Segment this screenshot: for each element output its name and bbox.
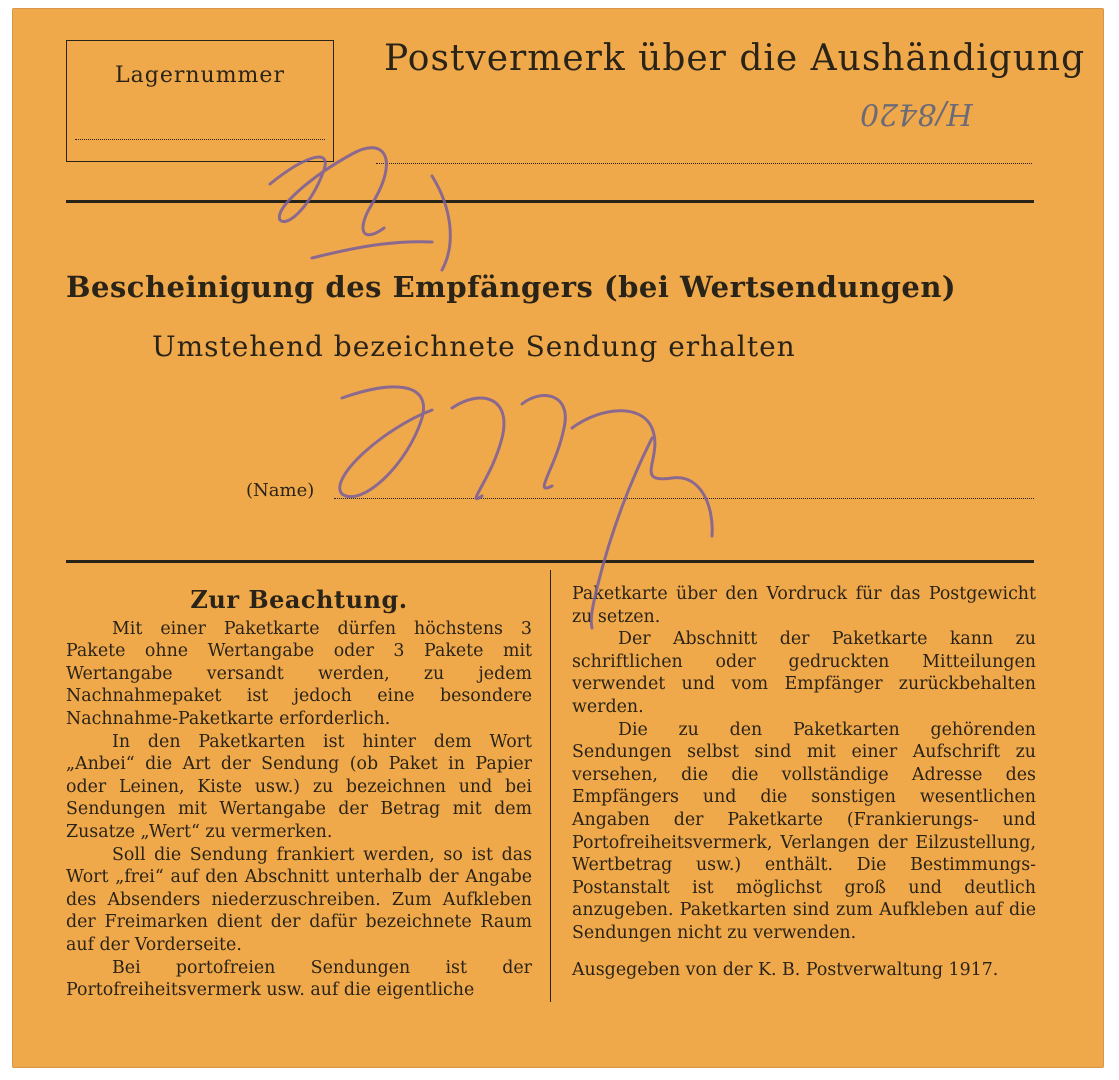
note-paragraph: In den Paketkarten ist hinter dem Wort „Anbei“ die Art der Sendung (ob Paket in Papier oder Leinen, Kiste usw.) zu bezeichnen und bei Sendungen mit Wertangabe der Betrag mit dem Zusatze „Wert“ zu vermerken.	[66, 731, 532, 842]
parcel-card-reverse	[12, 8, 1104, 1068]
issuer-footer: Ausgegeben von der K. B. Postverwaltung 1917.	[572, 959, 999, 980]
handwritten-signature	[12, 8, 1104, 1068]
note-paragraph: Bei portofreien Sendungen ist der Portofreiheitsvermerk usw. auf die eigentliche	[66, 957, 532, 1001]
lagernummer-label: Lagernummer	[115, 63, 285, 88]
certification-heading: Bescheinigung des Empfängers (bei Wertsendungen)	[66, 270, 957, 304]
note-paragraph: Paketkarte über den Vordruck für das Postgewicht zu setzen.	[572, 584, 1036, 627]
name-label: (Name)	[246, 480, 315, 501]
handwritten-number: H/8420	[860, 96, 973, 131]
received-text: Umstehend bezeichnete Sendung erhalten	[152, 330, 796, 363]
note-paragraph: Die zu den Paketkarten gehörenden Sendungen selbst sind mit einer Aufschrift zu versehen, die die vollständige Adresse des Empfängers und die sonstigen wesentlichen Angaben der Paketkarte (Frankierungs- und Portofreiheitsvermerk, Verlangen der Eilzustellung, Wertbetrag usw.) enthält. Die Bestimmungs-Postanstalt ist möglichst groß und deutlich anzugeben. Paketkarten sind zum Aufkleben auf die Sendungen nicht zu verwenden.	[572, 719, 1036, 943]
note-paragraph: Mit einer Paketkarte dürfen höchstens 3 Pakete ohne Wertangabe oder 3 Pakete mit Wertangabe versandt werden, zu jedem Nachnahmepaket ist jedoch eine besondere Nachnahme-Paketkarte erforderlich.	[66, 618, 532, 729]
note-paragraph: Der Abschnitt der Paketkarte kann zu schriftlichen oder gedruckten Mitteilungen verwendet und vom Empfänger zurückbehalten werden.	[572, 629, 1036, 717]
notes-heading: Zur Beachtung.	[190, 585, 408, 614]
note-paragraph: Soll die Sendung frankiert werden, so ist das Wort „frei“ auf den Abschnitt unterhalb der Angabe des Absenders niederzuschreiben. Zum Aufkleben der Freimarken dient der dafür bezeichnete Raum auf der Vorderseite.	[66, 844, 532, 955]
form-title: Postvermerk über die Aushändigung	[384, 38, 1086, 79]
